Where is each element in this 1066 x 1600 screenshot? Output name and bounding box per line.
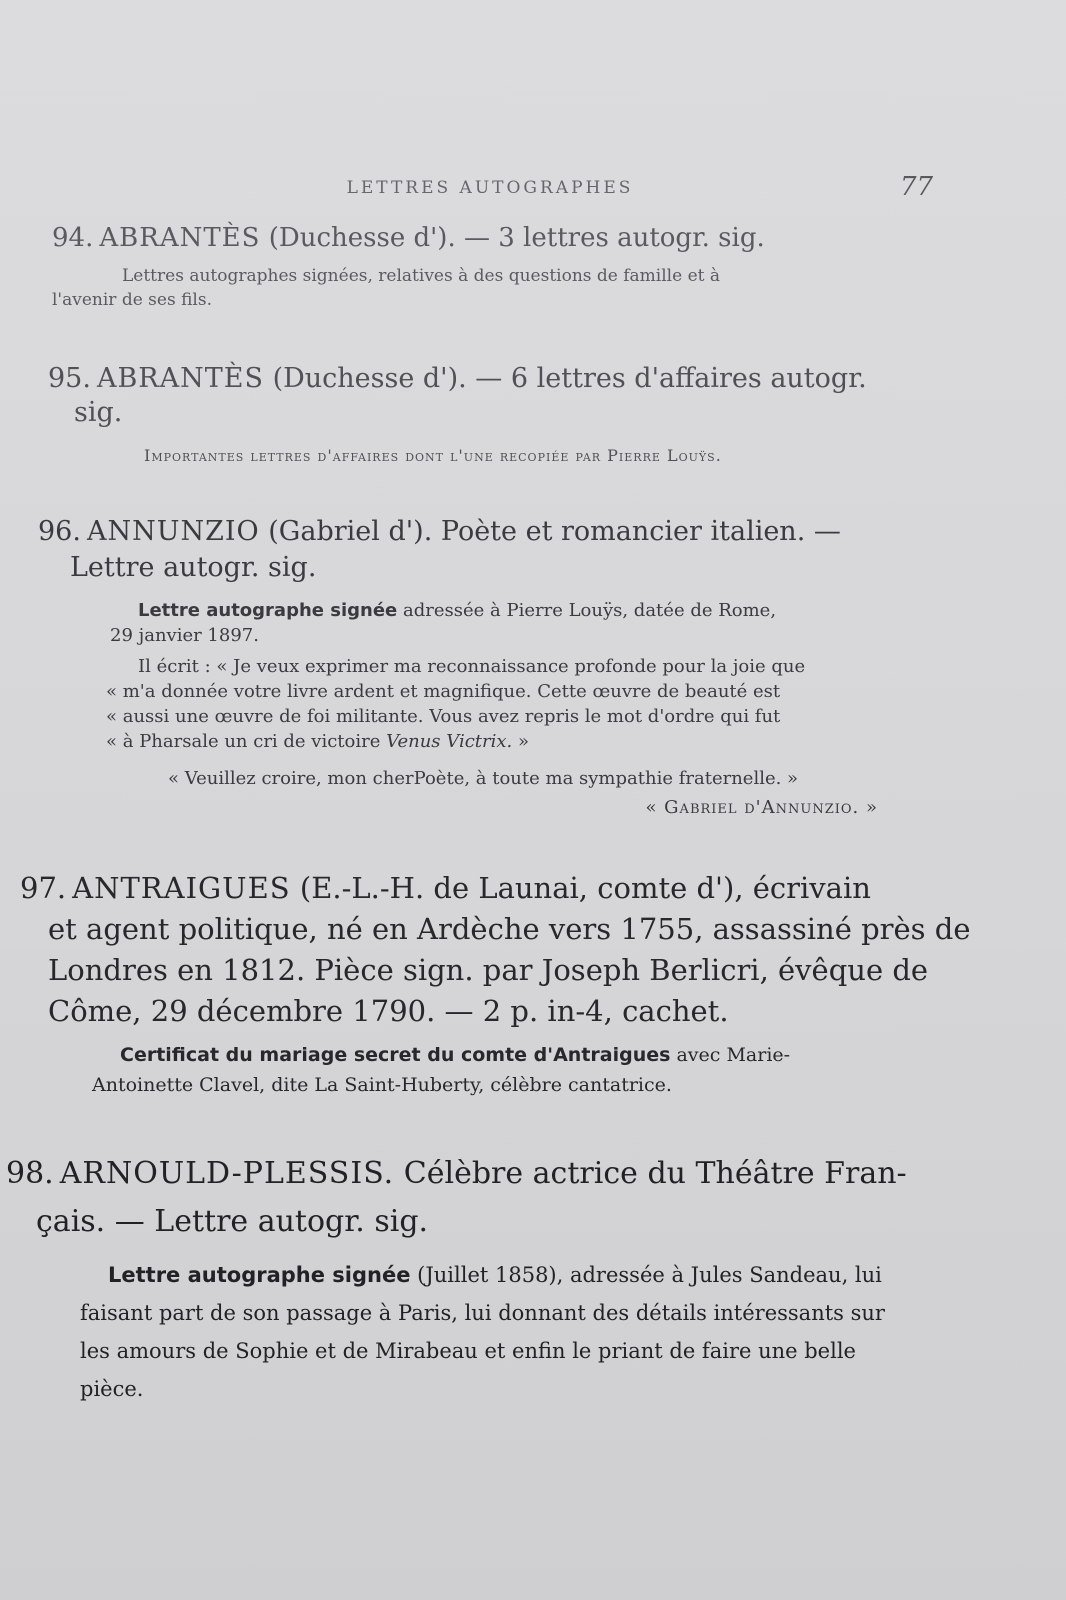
entry-description xyxy=(38,598,958,648)
signature-line: « Gabriel d'Annunzio. » xyxy=(645,797,878,818)
entry-number: 96. xyxy=(38,516,81,547)
entry-heading-continuation-3: Côme, 29 décembre 1790. — 2 p. in-4, cachet. xyxy=(48,994,729,1028)
catalog-entry-95 xyxy=(48,362,938,465)
entry-heading xyxy=(38,514,958,586)
entry-heading-text: (Gabriel d'). Poète et romancier italien. — xyxy=(268,516,841,547)
description-continuation-2: les amours de Sophie et de Mirabeau et enfin le priant de faire une belle xyxy=(80,1339,856,1363)
entry-name: ABRANTÈS xyxy=(99,223,261,253)
description-bold: Lettre autographe signée xyxy=(108,1263,411,1287)
entry-heading xyxy=(48,362,938,430)
entry-heading xyxy=(20,868,980,1032)
entry-heading-continuation: çais. — Lettre autogr. sig. xyxy=(36,1204,429,1239)
entry-name: ANTRAIGUES xyxy=(72,871,291,905)
entry-name: ARNOULD-PLESSIS. xyxy=(59,1156,395,1191)
entry-number: 95. xyxy=(48,363,91,394)
description-text: avec Marie- xyxy=(676,1044,791,1066)
entry-heading-text: (E.-L.-H. de Launai, comte d'), écrivain xyxy=(299,871,871,905)
entry-heading-text: Célèbre actrice du Théâtre Fran- xyxy=(403,1156,907,1191)
page-number: 77 xyxy=(900,172,934,202)
catalog-entry-96 xyxy=(38,514,958,820)
quote-line-1: Il écrit : « Je veux exprimer ma reconnaissance profonde pour la joie que xyxy=(138,656,806,677)
description-bold: Lettre autographe signée xyxy=(138,600,398,621)
description-continuation-1: faisant part de son passage à Paris, lui donnant des détails intéressants sur xyxy=(80,1301,885,1325)
description-text: Lettres autographes signées, relatives à des questions de famille et à xyxy=(122,266,721,286)
description-continuation-3: pièce. xyxy=(80,1377,144,1401)
entry-heading-continuation: Lettre autogr. sig. xyxy=(70,552,317,583)
entry-description xyxy=(20,1040,980,1100)
entry-heading-text: (Duchesse d'). — 3 lettres autogr. sig. xyxy=(268,223,765,253)
running-title: LETTRES AUTOGRAPHES xyxy=(346,178,634,198)
catalog-entry-98 xyxy=(6,1150,996,1408)
entry-description xyxy=(6,1256,996,1408)
quote-line-4-end: » xyxy=(518,731,530,752)
entry-heading-continuation-1: et agent politique, né en Ardèche vers 1755, assassiné près de xyxy=(48,912,971,946)
entry-heading xyxy=(6,1150,996,1246)
catalog-entry-97 xyxy=(20,868,980,1100)
description-continuation: Antoinette Clavel, dite La Saint-Huberty, célèbre cantatrice. xyxy=(92,1074,672,1096)
entry-number: 94. xyxy=(52,223,94,253)
description-text: (Juillet 1858), adressée à Jules Sandeau, lui xyxy=(417,1263,882,1287)
entry-description xyxy=(52,264,932,312)
description-continuation: 29 janvier 1897. xyxy=(110,625,259,646)
entry-heading-text: (Duchesse d'). — 6 lettres d'affaires autogr. xyxy=(272,363,867,394)
entry-heading xyxy=(52,220,932,256)
quote-line-4-start: « à Pharsale un cri de victoire xyxy=(106,731,381,752)
description-text: adressée à Pierre Louÿs, datée de Rome, xyxy=(403,600,777,621)
entry-description: Importantes lettres d'affaires dont l'une recopiée par Pierre Louÿs. xyxy=(144,446,722,465)
entry-heading-continuation: sig. xyxy=(74,397,123,428)
catalog-entry-94 xyxy=(52,220,932,312)
entry-heading-continuation-2: Londres en 1812. Pièce sign. par Joseph Berlicri, évêque de xyxy=(48,953,929,987)
description-continuation: l'avenir de ses fils. xyxy=(52,290,212,310)
quote-line-3: « aussi une œuvre de foi militante. Vous avez repris le mot d'ordre qui fut xyxy=(106,706,781,727)
quotation xyxy=(38,654,958,754)
description-bold: Certificat du mariage secret du comte d'Antraigues xyxy=(120,1044,671,1066)
entry-name: ABRANTÈS xyxy=(96,363,264,394)
closing-line: « Veuillez croire, mon cherPoète, à toute ma sympathie fraternelle. » xyxy=(168,768,799,789)
entry-number: 98. xyxy=(6,1156,54,1191)
entry-number: 97. xyxy=(20,871,67,905)
entry-name: ANNUNZIO xyxy=(86,516,260,547)
quote-line-4 xyxy=(106,729,958,754)
quote-line-2: « m'a donnée votre livre ardent et magnifique. Cette œuvre de beauté est xyxy=(106,681,781,702)
quote-italic-phrase: Venus Victrix. xyxy=(386,731,513,752)
